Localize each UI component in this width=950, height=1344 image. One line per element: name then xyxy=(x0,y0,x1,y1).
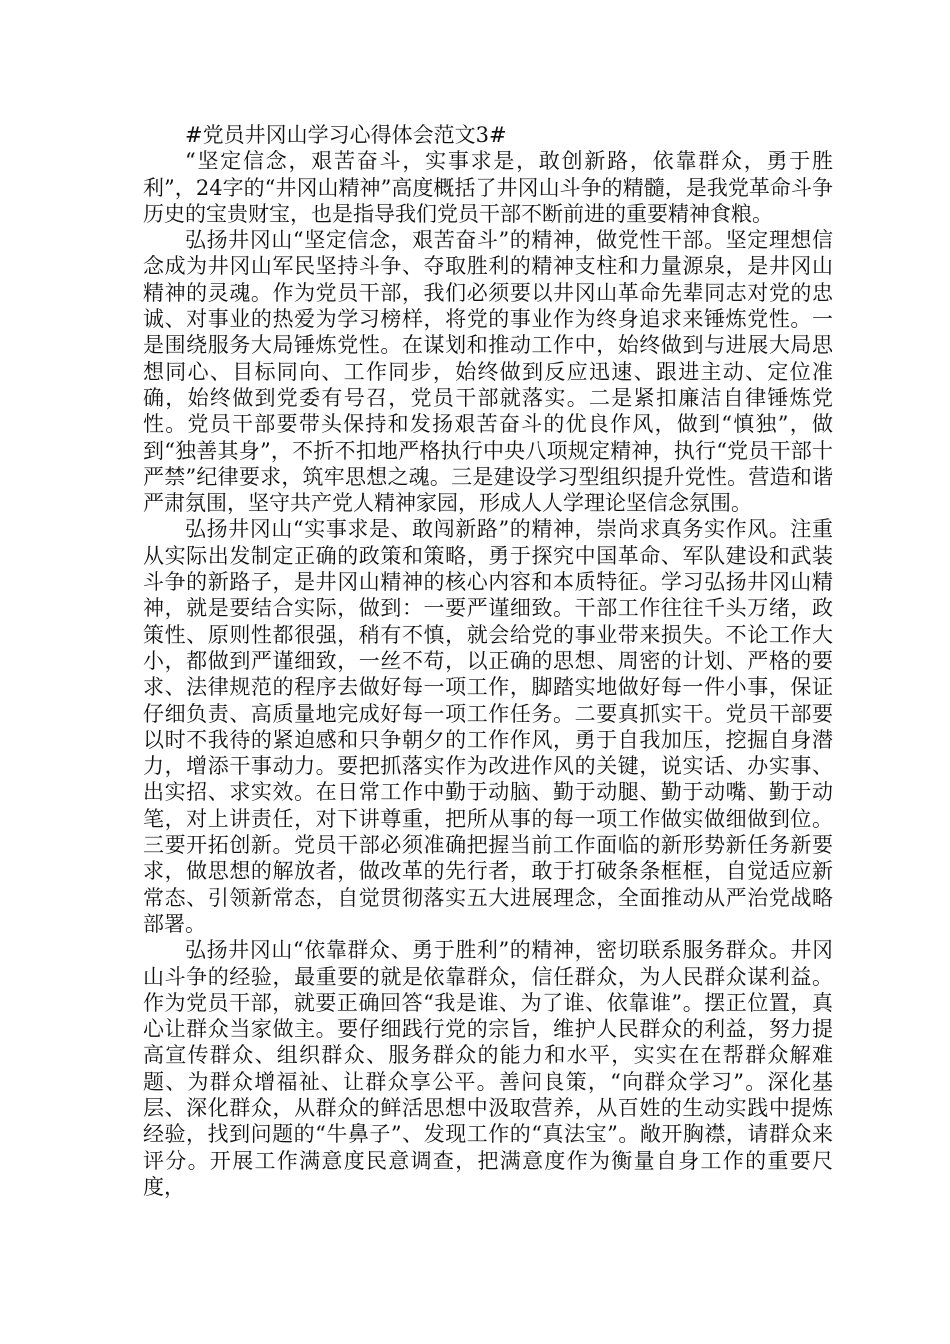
document-body xyxy=(143,122,833,1200)
paragraph-seek-truth: 弘扬井冈山“实事求是、敢闯新路”的精神，崇尚求真务实作风。注重从实际出发制定正确的政策和策略，勇于探究中国革命、军队建设和武装斗争的新路子，是井冈山精神的核心内容和本质特征。学习弘扬井冈山精神，就是要结合实际，做到：一要严谨细致。干部工作往往千头万绪，政策性、原则性都很强，稍有不慎，就会给党的事业带来损失。不论工作大小，都做到严谨细致，一丝不苟，以正确的思想、周密的计划、严格的要求、法律规范的程序去做好每一项工作，脚踏实地做好每一件小事，保证仔细负责、高质量地完成好每一项工作任务。二要真抓实干。党员干部要以时不我待的紧迫感和只争朝夕的工作作风，勇于自我加压，挖掘自身潜力，增添干事动力。要把抓落实作为改进作风的关键，说实话、办实事、出实招、求实效。在日常工作中勤于动脑、勤于动腿、勤于动嘴、勤于动笔，对上讲责任，对下讲尊重，把所从事的每一项工作做实做细做到位。三要开拓创新。党员干部必须准确把握当前工作面临的新形势新任务新要求，做思想的解放者，做改革的先行者，敢于打破条条框框，自觉适应新常态、引领新常态，自觉贯彻落实五大进展理念，全面推动从严治党战略部署。 xyxy=(143,517,833,936)
document-heading: #党员井冈山学习心得体会范文3# xyxy=(185,123,507,147)
paragraph-rely-on-masses: 弘扬井冈山“依靠群众、勇于胜利”的精神，密切联系服务群众。井冈山斗争的经验，最重要的就是依靠群众，信任群众，为人民群众谋利益。作为党员干部，就要正确回答“我是谁、为了谁、依靠谁”。摆正位置，真心让群众当家做主。要仔细践行党的宗旨，维护人民群众的利益，努力提高宣传群众、组织群众、服务群众的能力和水平，实实在在帮群众解难题、为群众增福祉、让群众享公平。善问良策，“向群众学习”。深化基层、深化群众，从群众的鲜活思想中汲取营养，从百姓的生动实践中提炼经验，找到问题的“牛鼻子”、发现工作的“真法宝”。敞开胸襟，请群众来评分。开展工作满意度民意调查，把满意度作为衡量自身工作的重要尺度， xyxy=(143,938,833,1199)
paragraph-intro: “坚定信念，艰苦奋斗，实事求是，敢创新路，依靠群众，勇于胜利”，24字的“井冈山精神”高度概括了井冈山斗争的精髓，是我党革命斗争历史的宝贵财宝，也是指导我们党员干部不断前进的重要精神食粮。 xyxy=(143,149,833,226)
paragraph-faith-hardship: 弘扬井冈山“坚定信念，艰苦奋斗”的精神，做党性干部。坚定理想信念成为井冈山军民坚持斗争、夺取胜利的精神支柱和力量源泉，是井冈山精神的灵魂。作为党员干部，我们必须要以井冈山革命先辈同志对党的忠诚、对事业的热爱为学习榜样，将党的事业作为终身追求来锤炼党性。一是围绕服务大局锤炼党性。在谋划和推动工作中，始终做到与进展大局思想同心、目标同向、工作同步，始终做到反应迅速、跟进主动、定位准确，始终做到党委有号召，党员干部就落实。二是紧扣廉洁自律锤炼党性。党员干部要带头保持和发扬艰苦奋斗的优良作风，做到“慎独”，做到“独善其身”，不折不扣地严格执行中央八项规定精神，执行“党员干部十严禁”纪律要求，筑牢思想之魂。三是建设学习型组织提升党性。营造和谐严肃氛围，坚守共产党人精神家园，形成人人学理论坚信念氛围。 xyxy=(143,228,833,516)
